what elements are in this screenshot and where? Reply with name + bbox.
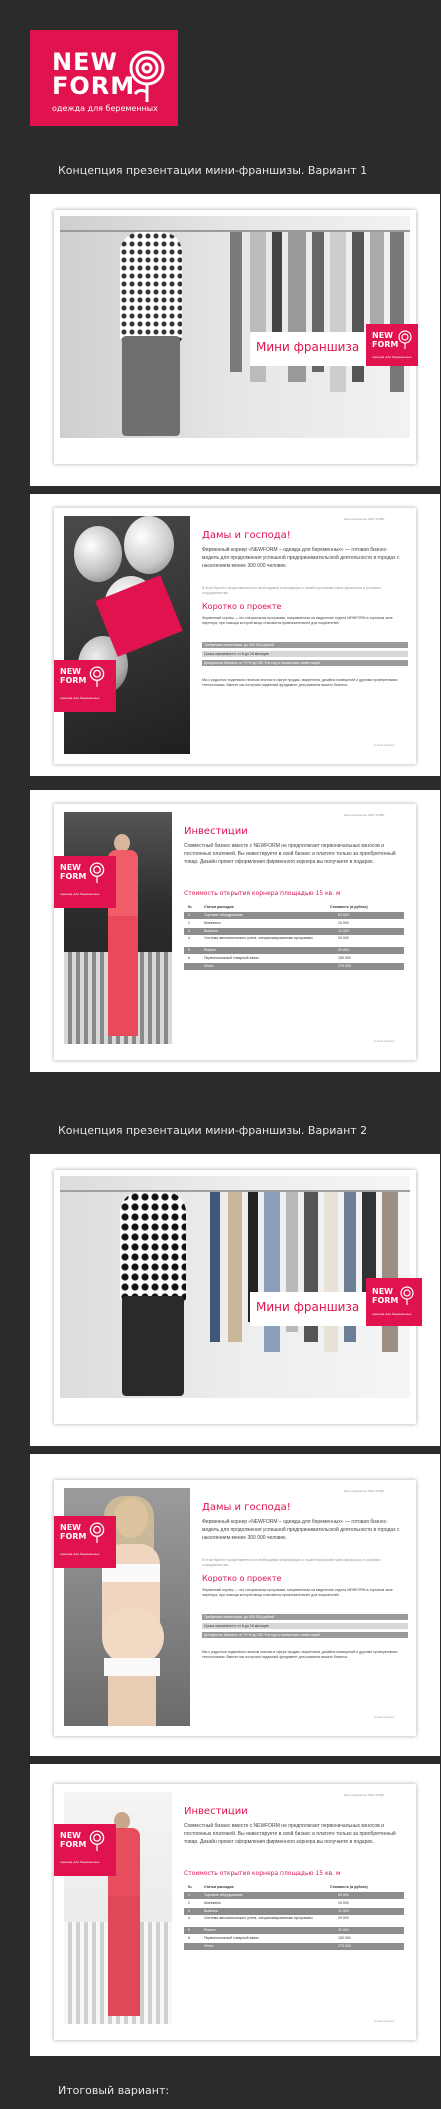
rose-icon bbox=[88, 1830, 106, 1852]
table-row: 5 Ремонт 20 000 bbox=[184, 947, 404, 954]
mini-logo-tagline: одежда для беременных bbox=[372, 355, 412, 359]
slide-footer: Новый формат bbox=[374, 1039, 395, 1043]
logo-tagline: одежда для беременных bbox=[52, 104, 158, 113]
photo-balloons bbox=[64, 516, 190, 754]
info-bar-3: Доходность бизнеса: от 70 % до 180 % в год от вложенных инвестиций bbox=[202, 1632, 408, 1638]
col-cost: Стоимость (в рублях) bbox=[330, 905, 368, 909]
intro-small: В этом буклете представлена вся необходимая информация о нашей программе мини-франшизы и условиях сотрудничества. bbox=[202, 586, 381, 595]
table-row: 3 Вывеска 10 000 bbox=[184, 928, 404, 935]
slide-footer: Новый формат bbox=[374, 1715, 395, 1719]
mini-logo-tagline: одежда для беременных bbox=[60, 1552, 100, 1556]
table-row-total: Итого: 270 000 bbox=[184, 1943, 404, 1950]
mini-logo bbox=[54, 660, 116, 712]
mini-logo-line-1: NEW bbox=[60, 1831, 81, 1840]
invest-paragraph: Совместный бизнес вместе с NEWFORM не предполагает первоначальных взносов и постоянных платежей. Вы инвестируете в свой бизнес и платите только за приобретенный товар. Дизайн проект оформления фирменного корнера вы получаете в подарок. bbox=[184, 843, 396, 865]
cover-title: Мини франшиза bbox=[256, 340, 360, 354]
panel-invest-v2 bbox=[30, 1764, 440, 2056]
caption-variant-1: Концепция презентации мини-франшизы. Вариант 1 bbox=[58, 164, 368, 177]
mini-logo-tagline: одежда для беременных bbox=[60, 892, 100, 896]
panel-cover-v2 bbox=[30, 1154, 440, 1446]
panel-cover-v1 bbox=[30, 194, 440, 486]
table-row-total: Итого: 270 000 bbox=[184, 963, 404, 970]
col-expense: Статьи расходов bbox=[204, 1885, 234, 1889]
top-meta: Мини франшиза NEW FORM bbox=[344, 813, 385, 817]
invest-heading: Инвестиции bbox=[184, 826, 248, 837]
caption-variant-2: Концепция презентации мини-франшизы. Вариант 2 bbox=[58, 1124, 368, 1137]
panel-intro-v1 bbox=[30, 494, 440, 776]
logo-line-1: NEW bbox=[52, 48, 118, 76]
mini-logo bbox=[366, 1278, 422, 1326]
slide-cover bbox=[54, 1170, 416, 1424]
brand-logo bbox=[30, 30, 178, 126]
rose-icon bbox=[399, 1286, 415, 1306]
panel-invest-v1 bbox=[30, 790, 440, 1072]
top-meta: Мини франшиза NEW FORM bbox=[344, 1489, 385, 1493]
col-number: № bbox=[188, 905, 192, 909]
mini-logo-line-1: NEW bbox=[60, 667, 81, 676]
photo-clothes-rack bbox=[60, 216, 410, 438]
mini-logo-line-2: FORM bbox=[60, 1532, 87, 1541]
rose-icon bbox=[88, 666, 106, 688]
panel-intro-v2 bbox=[30, 1454, 440, 1756]
table-row: 3 Вывеска 10 000 bbox=[184, 1908, 404, 1915]
cover-title: Мини франшиза bbox=[256, 1300, 360, 1314]
mini-logo-line-1: NEW bbox=[372, 331, 393, 340]
slide-invest bbox=[54, 1784, 416, 2040]
intro-heading: Дамы и господа! bbox=[202, 1502, 291, 1513]
slide-cover bbox=[54, 210, 416, 464]
table-row: 1 Торговое оборудование 60 000 bbox=[184, 1892, 404, 1899]
rose-icon bbox=[88, 862, 106, 884]
mini-logo-line-1: NEW bbox=[60, 1523, 81, 1532]
table-row: 4 Система автоматического учета, специализированные программы 20 000 bbox=[184, 1916, 404, 1926]
table-header bbox=[184, 904, 404, 911]
mini-logo bbox=[54, 1516, 116, 1568]
mini-logo bbox=[54, 856, 116, 908]
mini-logo-tagline: одежда для беременных bbox=[372, 1312, 412, 1316]
logo-line-2: FORM bbox=[52, 72, 136, 100]
photo-woman-red-jumpsuit bbox=[64, 812, 172, 1044]
table-row: 1 Торговое оборудование 60 000 bbox=[184, 912, 404, 919]
info-bar-3: Доходность бизнеса: от 70 % до 180 % в год от вложенных инвестиций bbox=[202, 660, 408, 666]
slide-footer: Новый формат bbox=[374, 743, 395, 747]
slide-intro bbox=[54, 508, 416, 764]
invest-heading: Инвестиции bbox=[184, 1806, 248, 1817]
invest-subheading: Стоимость открытия корнера площадью 15 кв. м bbox=[184, 1870, 341, 1877]
mini-logo-line-2: FORM bbox=[60, 676, 87, 685]
table-header bbox=[184, 1884, 404, 1891]
mini-logo-line-2: FORM bbox=[60, 1840, 87, 1849]
rose-icon bbox=[88, 1522, 106, 1544]
mini-logo-tagline: одежда для беременных bbox=[60, 1860, 100, 1864]
slide-invest bbox=[54, 804, 416, 1060]
slide-intro bbox=[54, 1480, 416, 1736]
rose-icon bbox=[397, 330, 413, 350]
intro-closing: Мы с радостью поделимся личным опытом в сфере продаж, маркетинга, дизайна помещений и другими проверенными технологиями. Вместе мы построим надежный фундамент для развития вашего бизнеса. bbox=[202, 1650, 398, 1659]
intro-paragraph: Фирменный корнер «NEWFORM – одежда для беременных» — готовая бизнес-модель для продолжения успешной предпринимательской деятельности в городах с населением менее 300 000 человек. bbox=[202, 1519, 400, 1541]
mini-logo-line-2: FORM bbox=[372, 340, 399, 349]
top-meta: Мини франшиза NEW FORM bbox=[344, 517, 385, 521]
photo-clothes-rack bbox=[60, 1176, 410, 1398]
info-bar-2: Сроки окупаемости: от 6 до 18 месяцев bbox=[202, 1623, 408, 1629]
col-number: № bbox=[188, 1885, 192, 1889]
intro-small: В этом буклете представлена вся необходимая информация о нашей программе мини-франшизы и условиях сотрудничества. bbox=[202, 1558, 381, 1567]
mini-logo-line-2: FORM bbox=[372, 1296, 399, 1305]
info-bar-1: Требуемые инвестиции: до 400 000 рублей bbox=[202, 642, 408, 648]
mini-logo-tagline: одежда для беременных bbox=[60, 696, 100, 700]
mini-logo-line-2: FORM bbox=[60, 872, 87, 881]
mini-logo-line-1: NEW bbox=[60, 863, 81, 872]
col-cost: Стоимость (в рублях) bbox=[330, 1885, 368, 1889]
table-row: 2 Манекены 10 000 bbox=[184, 1900, 404, 1907]
intro-paragraph-2: Фирменный корнер — это специальная программа, направленная на выделение отдела NEWFORM в торговом зале партнера, при помощи которой вещи становятся привлекательнее для покупателей. bbox=[202, 616, 393, 625]
intro-heading-2: Коротко о проекте bbox=[202, 1574, 282, 1583]
mini-logo-line-1: NEW bbox=[372, 1287, 393, 1296]
intro-closing: Мы с радостью поделимся личным опытом в сфере продаж, маркетинга, дизайна помещений и другими проверенными технологиями. Вместе мы построим надежный фундамент для развития вашего бизнеса. bbox=[202, 678, 398, 687]
mini-logo bbox=[54, 1824, 116, 1876]
mini-logo bbox=[366, 324, 418, 366]
slide-footer: Новый формат bbox=[374, 2019, 395, 2023]
table-row: 6 Первоначальный товарный запас 150 000 bbox=[184, 955, 404, 962]
caption-final: Итоговый вариант: bbox=[58, 2084, 170, 2097]
col-expense: Статьи расходов bbox=[204, 905, 234, 909]
invest-paragraph: Совместный бизнес вместе с NEWFORM не предполагает первоначальных взносов и постоянных платежей. Вы инвестируете в свой бизнес и платите только за приобретенный товар. Дизайн проект оформления фирменного корнера вы получаете в подарок. bbox=[184, 1823, 396, 1845]
intro-paragraph-2: Фирменный корнер — это специальная программа, направленная на выделение отдела NEWFORM в торговом зале партнера, при помощи которой вещи становятся привлекательнее для покупателей. bbox=[202, 1588, 393, 1597]
table-row: 6 Первоначальный товарный запас 150 000 bbox=[184, 1935, 404, 1942]
intro-heading: Дамы и господа! bbox=[202, 530, 291, 541]
table-row: 5 Ремонт 20 000 bbox=[184, 1927, 404, 1934]
rose-icon bbox=[125, 48, 169, 104]
table-row: 2 Манекены 10 000 bbox=[184, 920, 404, 927]
info-bar-2: Сроки окупаемости: от 6 до 18 месяцев bbox=[202, 651, 408, 657]
intro-paragraph: Фирменный корнер «NEWFORM – одежда для беременных» — готовая бизнес-модель для продолжения успешной предпринимательской деятельности в городах с населением менее 300 000 человек. bbox=[202, 547, 400, 569]
info-bar-1: Требуемые инвестиции: до 400 000 рублей bbox=[202, 1614, 408, 1620]
invest-subheading: Стоимость открытия корнера площадью 15 кв. м bbox=[184, 890, 341, 897]
intro-heading-2: Коротко о проекте bbox=[202, 602, 282, 611]
top-meta: Мини франшиза NEW FORM bbox=[344, 1793, 385, 1797]
table-row: 4 Система автоматического учета, специализированные программы 20 000 bbox=[184, 936, 404, 946]
